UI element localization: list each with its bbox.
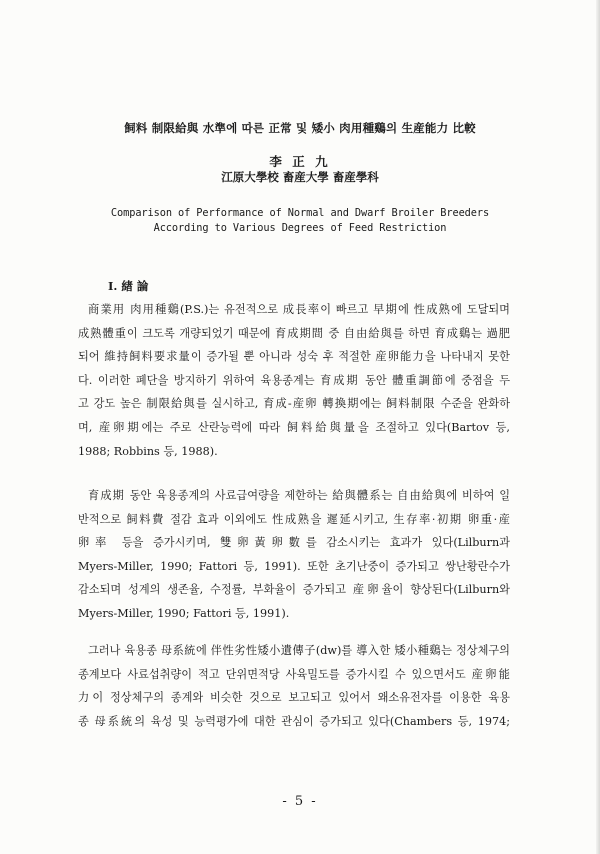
author-name: 李 正 九 bbox=[269, 154, 331, 169]
paragraph-line: 감소되며 성계의 생존율, 수정률, 부화율이 증가되고 産卵율이 향상된다(Lilburn와 bbox=[78, 583, 510, 597]
paragraph-line: 며, 産卵期에는 주로 산란능력에 따라 飼料給與量을 조절하고 있다(Bartov 등, bbox=[78, 420, 510, 434]
paragraph-line: 成熟體重이 크도록 개량되었기 때문에 育成期間 중 自由給與를 하면 育成鷄는 過肥 bbox=[78, 326, 510, 340]
paragraph-line: 되어 維持飼料要求量이 증가될 뿐 아니라 성숙 후 적절한 産卵能力을 나타내지 못한 bbox=[78, 350, 510, 364]
section-heading: Ⅰ. 緖 論 bbox=[108, 279, 149, 293]
english-title-line-2: According to Various Degrees of Feed Restriction bbox=[153, 222, 447, 234]
paragraph-line: 卵率 등을 증가시키며, 雙卵黃卵數를 감소시키는 효과가 있다(Lilburn과 bbox=[78, 536, 510, 550]
paragraph-2 bbox=[78, 484, 510, 626]
english-title-line-1: Comparison of Performance of Normal and Dwarf Broiler Breeders bbox=[110, 207, 490, 219]
paragraph-line: 力이 정상체구의 종계와 비슷한 것으로 보고되고 있어서 왜소유전자를 이용한 육용 bbox=[78, 691, 510, 705]
paragraph-line: 종계보다 사료섭취량이 적고 단위면적당 사육밀도를 증가시킬 수 있으면서도 産卵能 bbox=[78, 667, 510, 681]
paragraph-line: 商業用 肉用種鷄(P.S.)는 유전적으로 成長率이 빠르고 早期에 性成熟에 도달되며 bbox=[88, 303, 510, 316]
paragraph-line: 종 母系統의 육성 및 능력평가에 대한 관심이 증가되고 있다(Chambers 등, 1974; bbox=[78, 714, 510, 728]
paragraph-line: Myers-Miller, 1990; Fattori 등, 1991). 또한 초기난중이 증가되고 쌍난황란수가 bbox=[78, 559, 510, 573]
paragraph-line: 다. 이러한 폐단을 방지하기 위하여 육용종계는 育成期 동안 體重調節에 중점을 두 bbox=[78, 373, 510, 387]
page-number: - 5 - bbox=[282, 794, 318, 809]
paragraph-1 bbox=[78, 298, 510, 463]
korean-title: 飼料 制限給與 水準에 따른 正常 및 矮小 肉用種鷄의 生産能力 比較 bbox=[124, 121, 476, 135]
author-affiliation: 江原大學校 畜産大學 畜産學科 bbox=[221, 170, 379, 184]
paragraph-line: 그러나 육용종 母系統에 伴性劣性矮小遺傳子(dw)를 導入한 矮小種鷄는 정상체구의 bbox=[88, 644, 510, 657]
paragraph-line: 1988; Robbins 등, 1988). bbox=[78, 444, 218, 458]
paragraph-3 bbox=[78, 639, 510, 733]
paragraph-line: Myers-Miller, 1990; Fattori 등, 1991). bbox=[78, 606, 290, 620]
paragraph-line: 育成期 동안 육용종계의 사료급여량을 제한하는 給與體系는 自由給與에 비하여 일 bbox=[88, 489, 510, 502]
paragraph-line: 고 강도 높은 制限給與를 실시하고, 育成-産卵 轉換期에는 飼料制限 수준을 완화하 bbox=[78, 397, 510, 411]
paragraph-line: 반적으로 飼料費 절감 효과 이외에도 性成熟을 遲延시키고, 生存率·初期 卵重·産 bbox=[78, 512, 510, 526]
